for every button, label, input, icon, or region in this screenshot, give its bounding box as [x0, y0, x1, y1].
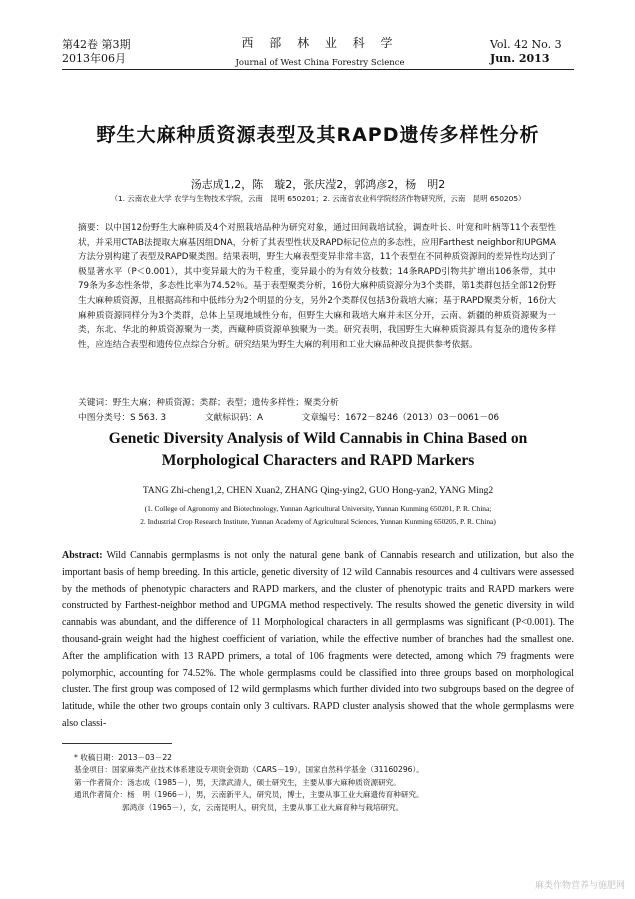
- footnote-funding: 基金项目：国家麻类产业技术体系建设专项资金资助（CARS－19），国家自然科学基金（31160296）。: [74, 765, 424, 775]
- title-cn: 野生大麻种质资源表型及其RAPD遗传多样性分析: [96, 124, 540, 146]
- date-en: Jun. 2013: [490, 52, 550, 65]
- footnote-received: * 收稿日期：2013－03－22: [74, 753, 173, 762]
- header-volume: [62, 38, 202, 66]
- header-journal: [210, 36, 430, 70]
- abstract-cn: 摘要：以中国12份野生大麻种质及4个对照栽培品种为研究对象，通过田间栽培试验，调查叶长、叶宽和叶柄等11个表型性状，并采用CTAB法提取大麻基因组DNA，分析了其表型性状及RAPD标记位点的多态性，应用Farthest neighbor和UPGMA方法分别构建了表型及RAPD聚类图。结果表明，野生大麻表型变异非常丰富，11个表型在不同种质资源间的差异性均达到了极显著水平（P＜0.001），其中变异最大的为千粒重，变异最小的为有效分枝数；14条RAPD引物共扩增出106条带，其中79条为多态性条带，多态性比率为74.52％。基于表型聚类分析，16份大麻种质资源分为3个类群，第1类群包括全部12份野生大麻种质资源，且根据高纬和中低纬分为2个明显的分支，另外2个类群仅包括3份栽培大麻；基于RAPD聚类分析，16份大麻种质资源同样分为3个类群，总体上呈现地域性分布，但野生大麻和栽培大麻并未区分开，云南、新疆的种质资源聚为一类，东北、华北的种质资源聚为一类，西藏种质资源单独聚为一类。研究表明，我国野生大麻种质资源具有复杂的遗传多样性，应连结合表型和遗传位点综合分析。研究结果为野生大麻的利用和工业大麻品种改良提供参考依据。: [78, 223, 556, 350]
- footnote-coauthor: 郭鸿彦（1965－），女，云南昆明人，研究员，主要从事工业大麻育种与栽培研究。: [122, 802, 404, 812]
- document-code: 文献标识码：A: [204, 412, 263, 423]
- footnote-corresponding: 通讯作者简介：杨 明（1966－），男，云南新平人，研究员，博士，主要从事工业大麻遗传育种研究。: [74, 790, 424, 800]
- journal-name-en: Journal of West China Forestry Science: [235, 58, 405, 68]
- article-number: 文章编号：1672－8246（2013）03－0061－06: [301, 412, 500, 423]
- footnotes: [74, 752, 574, 814]
- affiliation-en-2: 2. Industrial Crop Research Institute, Yunnan Academy of Agricultural Sciences, Yunnan Kunming 650205, P. R. China): [140, 516, 496, 526]
- footnote-first-author: 第一作者简介：汤志成（1985－），男，天津武清人，硕士研究生，主要从事大麻种质资源研究。: [74, 777, 401, 787]
- volume-en: Vol. 42 No. 3: [490, 38, 562, 51]
- authors-cn: 汤志成1,2，陈 璇2，张庆滢2，郭鸿彦2，杨 明2: [190, 178, 446, 191]
- footnote-rule: [62, 743, 172, 744]
- watermark: 麻类作物营养与施肥网: [534, 881, 625, 891]
- affiliation-cn: （1. 云南农业大学 农学与生物技术学院，云南 昆明 650201；2. 云南省农业科学院经济作物研究所，云南 昆明 650205）: [110, 194, 526, 203]
- header-rule: [62, 69, 574, 70]
- classification-row: [78, 411, 556, 426]
- journal-name-cn: 西 部 林 业 科 学: [241, 36, 399, 50]
- keywords-cn: 关键词：野生大麻；种质资源；类群；表型；遗传多样性；聚类分析: [78, 398, 339, 408]
- metadata-cn: [78, 396, 556, 425]
- affiliation-en: [62, 503, 574, 528]
- affiliation-en-1: (1. College of Agronomy and Biotechnology, Yunnan Agricultural University, Yunnan Kunming 650201, P. R. China;: [144, 504, 492, 513]
- date-cn: 2013年06月: [62, 52, 126, 65]
- title-en: Genetic Diversity Analysis of Wild Cannabis in China Based on Morphological Characters and RAPD Markers: [108, 430, 528, 469]
- clc-number: 中图分类号：S 563. 3: [78, 412, 167, 423]
- volume-cn: 第42卷 第3期: [62, 38, 131, 51]
- abstract-label: Abstract:: [62, 550, 103, 561]
- authors-en: TANG Zhi-cheng1,2, CHEN Xuan2, ZHANG Qing-ying2, GUO Hong-yan2, YANG Ming2: [142, 486, 494, 496]
- abstract-en-text: Wild Cannabis germplasms is not only the natural gene bank of Cannabis research and utilization, but also the important basis of hemp breeding. In this article, genetic diversity of 12 wild Cannabis resources and 4 cultivars were assessed by the methods of phenotypic characters and RAPD markers, and the cluster of phenotypic traits and RAPD markers were constructed by Farthest-neighbor method and UPGMA method respectively. The results showed the genetic diversity in wild cannabis was abundant, and the difference of 11 Morphological characters in all germplasms was significant (P<0.001). The thousand-grain weight had the highest coefficient of variation, while the effective number of branches had the smallest one. After the amplification with 13 RAPD primers, a total of 106 fragments were detected, among which 79 fragments were polymorphic, accounting for 74.52%. The whole germplasms could be classified into three groups based on morphological cluster. The first group was composed of 12 wild germplasms which further divided into two subgroups based on the degree of latitude, while the other two groups contain only 3 cultivars. RAPD cluster analysis showed that the whole germplasms were also classi-: [62, 550, 574, 729]
- abstract-en: [62, 548, 574, 733]
- header-volume-en: [490, 38, 582, 66]
